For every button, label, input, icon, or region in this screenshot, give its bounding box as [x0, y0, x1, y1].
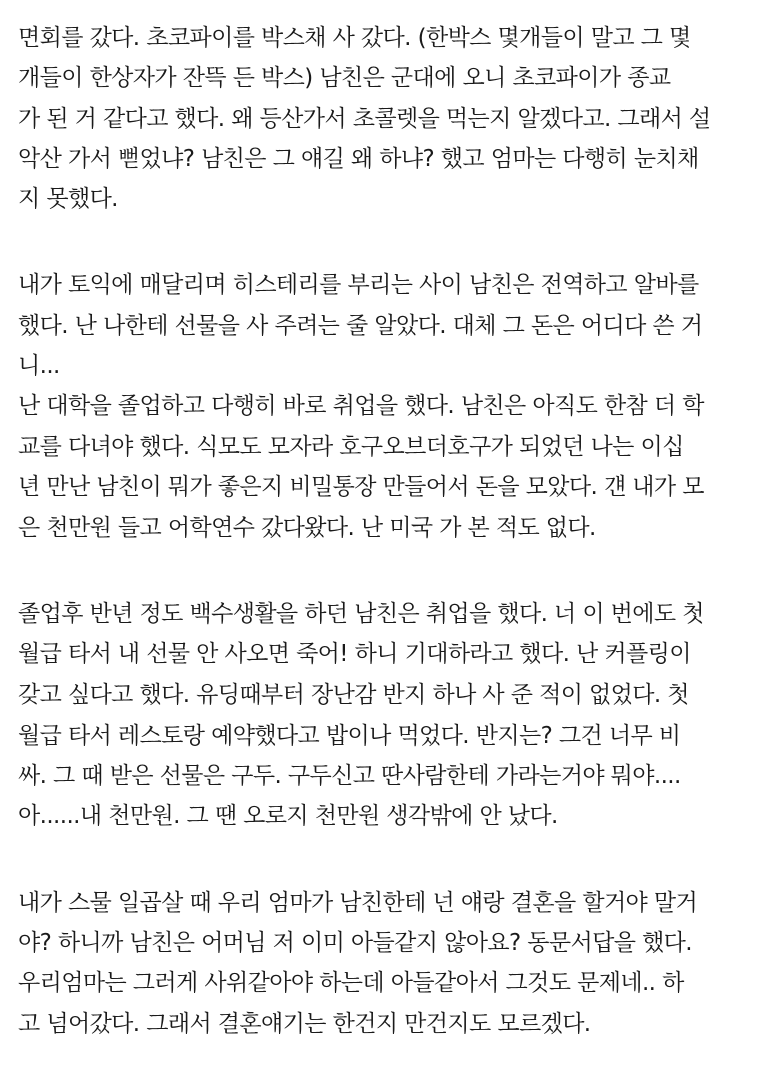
- text-line: 우리엄마는 그러게 사위같아야 하는데 아들같아서 그것도 문제네.. 하: [18, 970, 684, 996]
- text-line: 면회를 갔다. 초코파이를 박스채 사 갔다. (한박스 몇개들이 말고 그 몇: [18, 25, 691, 51]
- text-line: 지 못했다.: [18, 186, 118, 212]
- text-line: 월급 타서 내 선물 안 사오면 죽어! 하니 기대하라고 했다. 난 커플링이: [18, 641, 691, 667]
- text-line: 니...: [18, 353, 60, 379]
- text-line: 가 된 거 같다고 했다. 왜 등산가서 초콜렛을 먹는지 알겠다고. 그래서 설: [18, 106, 711, 132]
- text-line: 악산 가서 뻗었냐? 남친은 그 얘길 왜 하냐? 했고 엄마는 다행히 눈치채: [18, 146, 699, 172]
- text-line: 월급 타서 레스토랑 예약했다고 밥이나 먹었다. 반지는? 그건 너무 비: [18, 723, 681, 749]
- text-line: 난 대학을 졸업하고 다행히 바로 취업을 했다. 남친은 아직도 한참 더 학: [18, 393, 704, 419]
- text-line: 야? 하니까 남친은 어머님 저 이미 아들같지 않아요? 동문서답을 했다.: [18, 930, 693, 956]
- text-line: 내가 스물 일곱살 때 우리 엄마가 남친한테 넌 얘랑 결혼을 할거야 말거: [18, 890, 698, 916]
- text-line: 싸. 그 때 받은 선물은 구두. 구두신고 딴사람한테 가라는거야 뭐야....: [18, 763, 681, 789]
- text-line: 아......내 천만원. 그 땐 오로지 천만원 생각밖에 안 났다.: [18, 803, 558, 829]
- text-line: 고 넘어갔다. 그래서 결혼얘기는 한건지 만건지도 모르겠다.: [18, 1011, 591, 1037]
- text-line: 개들이 한상자가 잔뜩 든 박스) 남친은 군대에 오니 초코파이가 종교: [18, 65, 671, 91]
- text-line: 은 천만원 들고 어학연수 갔다왔다. 난 미국 가 본 적도 없다.: [18, 515, 596, 541]
- text-line: 졸업후 반년 정도 백수생활을 하던 남친은 취업을 했다. 너 이 번에도 첫: [18, 601, 704, 627]
- text-line: 교를 다녀야 했다. 식모도 모자라 호구오브더호구가 되었던 나는 이십: [18, 434, 684, 460]
- text-line: 갖고 싶다고 했다. 유딩때부터 장난감 반지 하나 사 준 적이 없었다. 첫: [18, 682, 689, 708]
- text-line: 년 만난 남친이 뭐가 좋은지 비밀통장 만들어서 돈을 모았다. 걘 내가 모: [18, 474, 704, 500]
- text-line: 했다. 난 나한테 선물을 사 주려는 줄 알았다. 대체 그 돈은 어디다 쓴 거: [18, 313, 703, 339]
- text-line: 내가 토익에 매달리며 히스테리를 부리는 사이 남친은 전역하고 알바를: [18, 272, 699, 298]
